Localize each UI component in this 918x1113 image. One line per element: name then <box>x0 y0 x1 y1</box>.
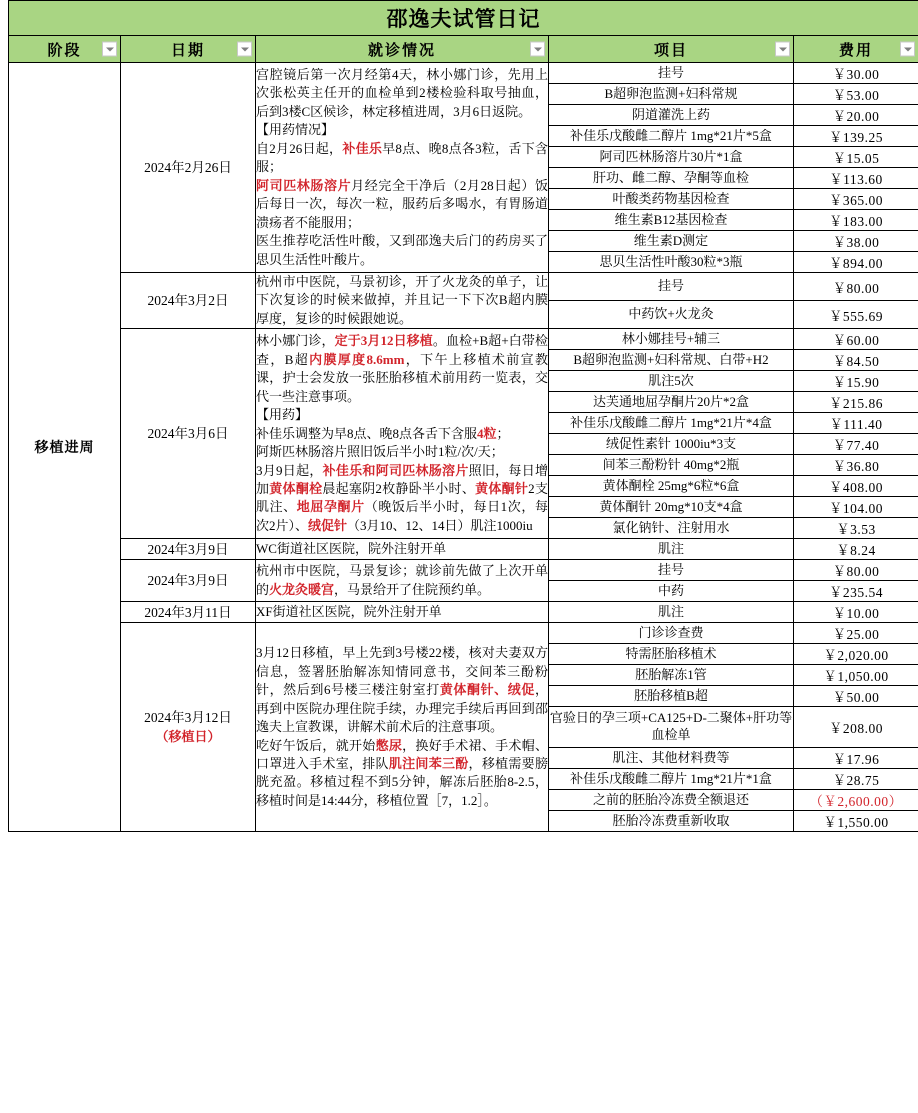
item-cell: 肌注5次 <box>549 371 794 392</box>
date-text: 2024年3月11日 <box>144 604 232 620</box>
date-text: 2024年3月12日 <box>144 710 232 726</box>
fee-cell: ￥17.96 <box>794 748 918 769</box>
page-title: 邵逸夫试管日记 <box>9 1 918 36</box>
description-text: 补佳乐调整为早8点、晚8点各舌下含服 <box>256 425 478 441</box>
fee-cell: ￥80.00 <box>794 560 918 581</box>
table-row <box>9 329 918 350</box>
chevron-down-icon <box>779 47 787 51</box>
fee-cell: ￥30.00 <box>794 63 918 84</box>
column-header-label: 费用 <box>838 42 873 59</box>
highlighted-text: 火龙灸暖宫 <box>269 581 335 597</box>
description-text: WC街道社区医院，院外注射开单 <box>256 541 446 557</box>
fee-cell: （￥2,600.00） <box>794 790 918 811</box>
highlighted-text: 黄体酮针 <box>475 480 529 496</box>
fee-cell: ￥53.00 <box>794 84 918 105</box>
fee-cell: ￥104.00 <box>794 497 918 518</box>
item-cell: 思贝生活性叶酸30粒*3瓶 <box>549 252 794 273</box>
item-cell: 胚胎冷冻费重新收取 <box>549 811 794 832</box>
column-header-label: 阶段 <box>47 42 82 59</box>
item-cell: 绒促性素针 1000iu*3支 <box>549 434 794 455</box>
item-cell: 达芙通地屈孕酮片20片*2盒 <box>549 392 794 413</box>
date-text: 2024年3月9日 <box>147 541 229 557</box>
diary-table <box>8 0 918 832</box>
fee-cell: ￥60.00 <box>794 329 918 350</box>
column-header-label: 项目 <box>653 42 688 59</box>
date-text: 2024年2月26日 <box>144 159 232 175</box>
highlighted-text: 补佳乐和阿司匹林肠溶片 <box>322 462 469 478</box>
date-cell <box>121 329 256 539</box>
fee-cell: ￥894.00 <box>794 252 918 273</box>
fee-cell: ￥111.40 <box>794 413 918 434</box>
description-text: 杭州市中医院，马景初诊，开了火龙灸的单子，让下次复诊的时候来做掉，并且记一下下次B超内膜厚度，复诊的时候跟她说。 <box>256 274 548 326</box>
description-text: XF街道社区医院，院外注射开单 <box>256 604 442 620</box>
description-text: 【用药情况】 <box>256 122 335 138</box>
highlighted-text: 4粒 <box>477 425 497 441</box>
fee-cell: ￥183.00 <box>794 210 918 231</box>
fee-cell: ￥408.00 <box>794 476 918 497</box>
date-text: 2024年3月6日 <box>147 426 229 442</box>
column-header-item <box>549 36 794 63</box>
description-text: 吃好午饭后，就开始 <box>256 737 376 753</box>
table-row <box>9 273 918 301</box>
fee-cell: ￥36.80 <box>794 455 918 476</box>
item-cell: 补佳乐戊酸雌二醇片 1mg*21片*1盒 <box>549 769 794 790</box>
date-text: 2024年3月9日 <box>147 573 229 589</box>
fee-cell: ￥215.86 <box>794 392 918 413</box>
stage-cell: 移植进周 <box>9 63 121 832</box>
item-cell: 中药饮+火龙灸 <box>549 301 794 329</box>
highlighted-text: 地屈孕酮片 <box>296 499 365 515</box>
item-cell: 肌注 <box>549 602 794 623</box>
description-text: 。血检+B超+白带检查，B超 <box>256 333 548 367</box>
description-text: 月经完全干净后（2月28日起）饭后每日一次，每次一粒，服药后多喝水，有胃肠道溃疡者不能服用； <box>256 177 548 230</box>
item-cell: B超卵泡监测+妇科常规、白带+H2 <box>549 350 794 371</box>
item-cell: 氯化钠针、注射用水 <box>549 518 794 539</box>
item-cell: 阿司匹林肠溶片30片*1盒 <box>549 147 794 168</box>
item-cell: 中药 <box>549 581 794 602</box>
highlighted-text: 肌注间苯三酚 <box>388 756 469 772</box>
item-cell: 胚胎移植B超 <box>549 686 794 707</box>
date-sub-label: （移植日） <box>155 728 221 744</box>
fee-cell: ￥77.40 <box>794 434 918 455</box>
date-cell <box>121 63 256 273</box>
filter-button-item[interactable] <box>775 42 790 57</box>
item-cell: 肌注、其他材料费等 <box>549 748 794 769</box>
item-cell: 黄体酮栓 25mg*6粒*6盒 <box>549 476 794 497</box>
item-cell: 肌注 <box>549 539 794 560</box>
highlighted-text: 定于3月12日移植 <box>334 333 433 349</box>
description-text: 早8点、晚8点各3粒，舌下含服； <box>256 140 548 175</box>
item-cell: 阴道灌洗上药 <box>549 105 794 126</box>
highlighted-text: 黄体酮针、绒促 <box>439 682 535 698</box>
item-cell: 黄体酮针 20mg*10支*4盒 <box>549 497 794 518</box>
chevron-down-icon <box>534 47 542 51</box>
fee-cell: ￥10.00 <box>794 602 918 623</box>
description-text: 医生推荐吃活性叶酸，又到邵逸夫后门的药房买了思贝生活性叶酸片。 <box>256 233 548 267</box>
item-cell: 间苯三酚粉针 40mg*2瓶 <box>549 455 794 476</box>
description-text: ； <box>496 425 510 441</box>
fee-cell: ￥15.90 <box>794 371 918 392</box>
description-text: 宫腔镜后第一次月经第4天，林小娜门诊，先用上次张松英主任开的血检单到2楼检验科取号抽血，后到3楼C区候诊，林定移植进周，3月6日返院。 <box>256 67 548 119</box>
description-text: （晚饭后半小时，每日1次，每次2片）、 <box>256 499 548 533</box>
date-cell <box>121 623 256 832</box>
filter-button-date[interactable] <box>237 42 252 57</box>
item-cell: 叶酸类药物基因检查 <box>549 189 794 210</box>
table-row <box>9 623 918 644</box>
filter-button-stage[interactable] <box>102 42 117 57</box>
highlighted-text: 绒促针 <box>308 517 348 533</box>
fee-cell: ￥555.69 <box>794 301 918 329</box>
visit-description-cell <box>256 623 549 832</box>
title-row <box>9 1 918 36</box>
table-row <box>9 63 918 84</box>
chevron-down-icon <box>904 47 912 51</box>
table-row <box>9 560 918 581</box>
column-header-label: 就诊情况 <box>367 42 436 59</box>
item-cell: 维生素B12基因检查 <box>549 210 794 231</box>
fee-cell: ￥25.00 <box>794 623 918 644</box>
visit-description-cell <box>256 329 549 539</box>
date-cell <box>121 560 256 602</box>
fee-cell: ￥8.24 <box>794 539 918 560</box>
description-text: 2支肌注、 <box>256 480 548 515</box>
description-text: （3月10、12、14日）肌注1000iu <box>347 517 533 533</box>
column-header-fee <box>794 36 918 63</box>
description-text: 晨起塞阴2枚静卧半小时、 <box>322 480 476 496</box>
item-cell: 林小娜挂号+辅三 <box>549 329 794 350</box>
fee-cell: ￥208.00 <box>794 707 918 748</box>
item-cell: 肝功、雌二醇、孕酮等血检 <box>549 168 794 189</box>
visit-description-cell <box>256 63 549 273</box>
description-text: ，移植需要膀胱充盈。移植过程不到5分钟，解冻后胚胎8-2.5，移植时间是14:44分，移植位置［7，1.2］。 <box>256 756 548 808</box>
fee-cell: ￥50.00 <box>794 686 918 707</box>
fee-cell: ￥235.54 <box>794 581 918 602</box>
date-text: 2024年3月2日 <box>147 292 229 308</box>
description-text: ，再到中医院办理住院手续，办理完手续后再回到邵逸夫上宣教课，讲解术前术后的注意事项。 <box>256 682 548 735</box>
item-cell: 之前的胚胎冷冻费全额退还 <box>549 790 794 811</box>
item-cell: 官验日的孕三项+CA125+D-二聚体+肝功等血检单 <box>549 707 794 748</box>
description-text: 照旧，每日增加 <box>256 462 548 496</box>
item-cell: B超卵泡监测+妇科常规 <box>549 84 794 105</box>
fee-cell: ￥1,550.00 <box>794 811 918 832</box>
visit-description-cell <box>256 539 549 560</box>
fee-cell: ￥365.00 <box>794 189 918 210</box>
table-row <box>9 539 918 560</box>
fee-cell: ￥28.75 <box>794 769 918 790</box>
description-text: 3月9日起， <box>256 462 323 478</box>
date-cell <box>121 602 256 623</box>
fee-cell: ￥15.05 <box>794 147 918 168</box>
header-row <box>9 36 918 63</box>
date-cell <box>121 273 256 329</box>
column-header-date <box>121 36 256 63</box>
fee-cell: ￥84.50 <box>794 350 918 371</box>
fee-cell: ￥1,050.00 <box>794 665 918 686</box>
highlighted-text: 补佳乐 <box>342 140 383 156</box>
item-cell: 门诊诊查费 <box>549 623 794 644</box>
fee-cell: ￥113.60 <box>794 168 918 189</box>
filter-button-visit[interactable] <box>530 42 545 57</box>
column-header-label: 日期 <box>170 42 205 59</box>
column-header-stage <box>9 36 121 63</box>
fee-cell: ￥20.00 <box>794 105 918 126</box>
highlighted-text: 黄体酮栓 <box>269 480 323 496</box>
description-text: 3月12日移植，早上先到3号楼22楼，核对夫妻双方信息，签署胚胎解冻知情同意书，交间苯三酚粉针，然后到6号楼三楼注射室打 <box>256 645 548 698</box>
description-text: 林小娜门诊， <box>256 333 335 349</box>
item-cell: 挂号 <box>549 273 794 301</box>
highlighted-text: 阿司匹林肠溶片 <box>256 177 352 193</box>
fee-cell: ￥2,020.00 <box>794 644 918 665</box>
fee-cell: ￥80.00 <box>794 273 918 301</box>
visit-description-cell <box>256 560 549 602</box>
description-text: ，下午上移植术前宣教课，护士会发放一张胚胎移植术前用药一览表，交代一些注意事项。 <box>256 351 548 404</box>
description-text: 自2月26日起， <box>256 140 343 156</box>
highlighted-text: 内膜厚度8.6mm <box>309 351 405 367</box>
item-cell: 维生素D测定 <box>549 231 794 252</box>
column-header-visit <box>256 36 549 63</box>
description-text: ，换好手术裙、手术帽、口罩进入手术室，排队 <box>256 737 548 772</box>
item-cell: 补佳乐戊酸雌二醇片 1mg*21片*4盒 <box>549 413 794 434</box>
chevron-down-icon <box>106 47 114 51</box>
table-row <box>9 602 918 623</box>
description-text: 杭州市中医院，马景复诊；就诊前先做了上次开单的 <box>256 563 548 597</box>
description-text: ，马景给开了住院预约单。 <box>334 581 491 597</box>
description-text: 阿斯匹林肠溶片照旧饭后半小时1粒/次/天； <box>256 444 504 460</box>
fee-cell: ￥3.53 <box>794 518 918 539</box>
filter-button-fee[interactable] <box>900 42 915 57</box>
item-cell: 胚胎解冻1管 <box>549 665 794 686</box>
fee-cell: ￥38.00 <box>794 231 918 252</box>
description-text: 【用药】 <box>256 407 309 423</box>
item-cell: 挂号 <box>549 560 794 581</box>
visit-description-cell <box>256 602 549 623</box>
date-cell <box>121 539 256 560</box>
chevron-down-icon <box>241 47 249 51</box>
item-cell: 特需胚胎移植术 <box>549 644 794 665</box>
item-cell: 补佳乐戊酸雌二醇片 1mg*21片*5盒 <box>549 126 794 147</box>
item-cell: 挂号 <box>549 63 794 84</box>
fee-cell: ￥139.25 <box>794 126 918 147</box>
visit-description-cell <box>256 273 549 329</box>
highlighted-text: 憋尿 <box>375 737 403 753</box>
